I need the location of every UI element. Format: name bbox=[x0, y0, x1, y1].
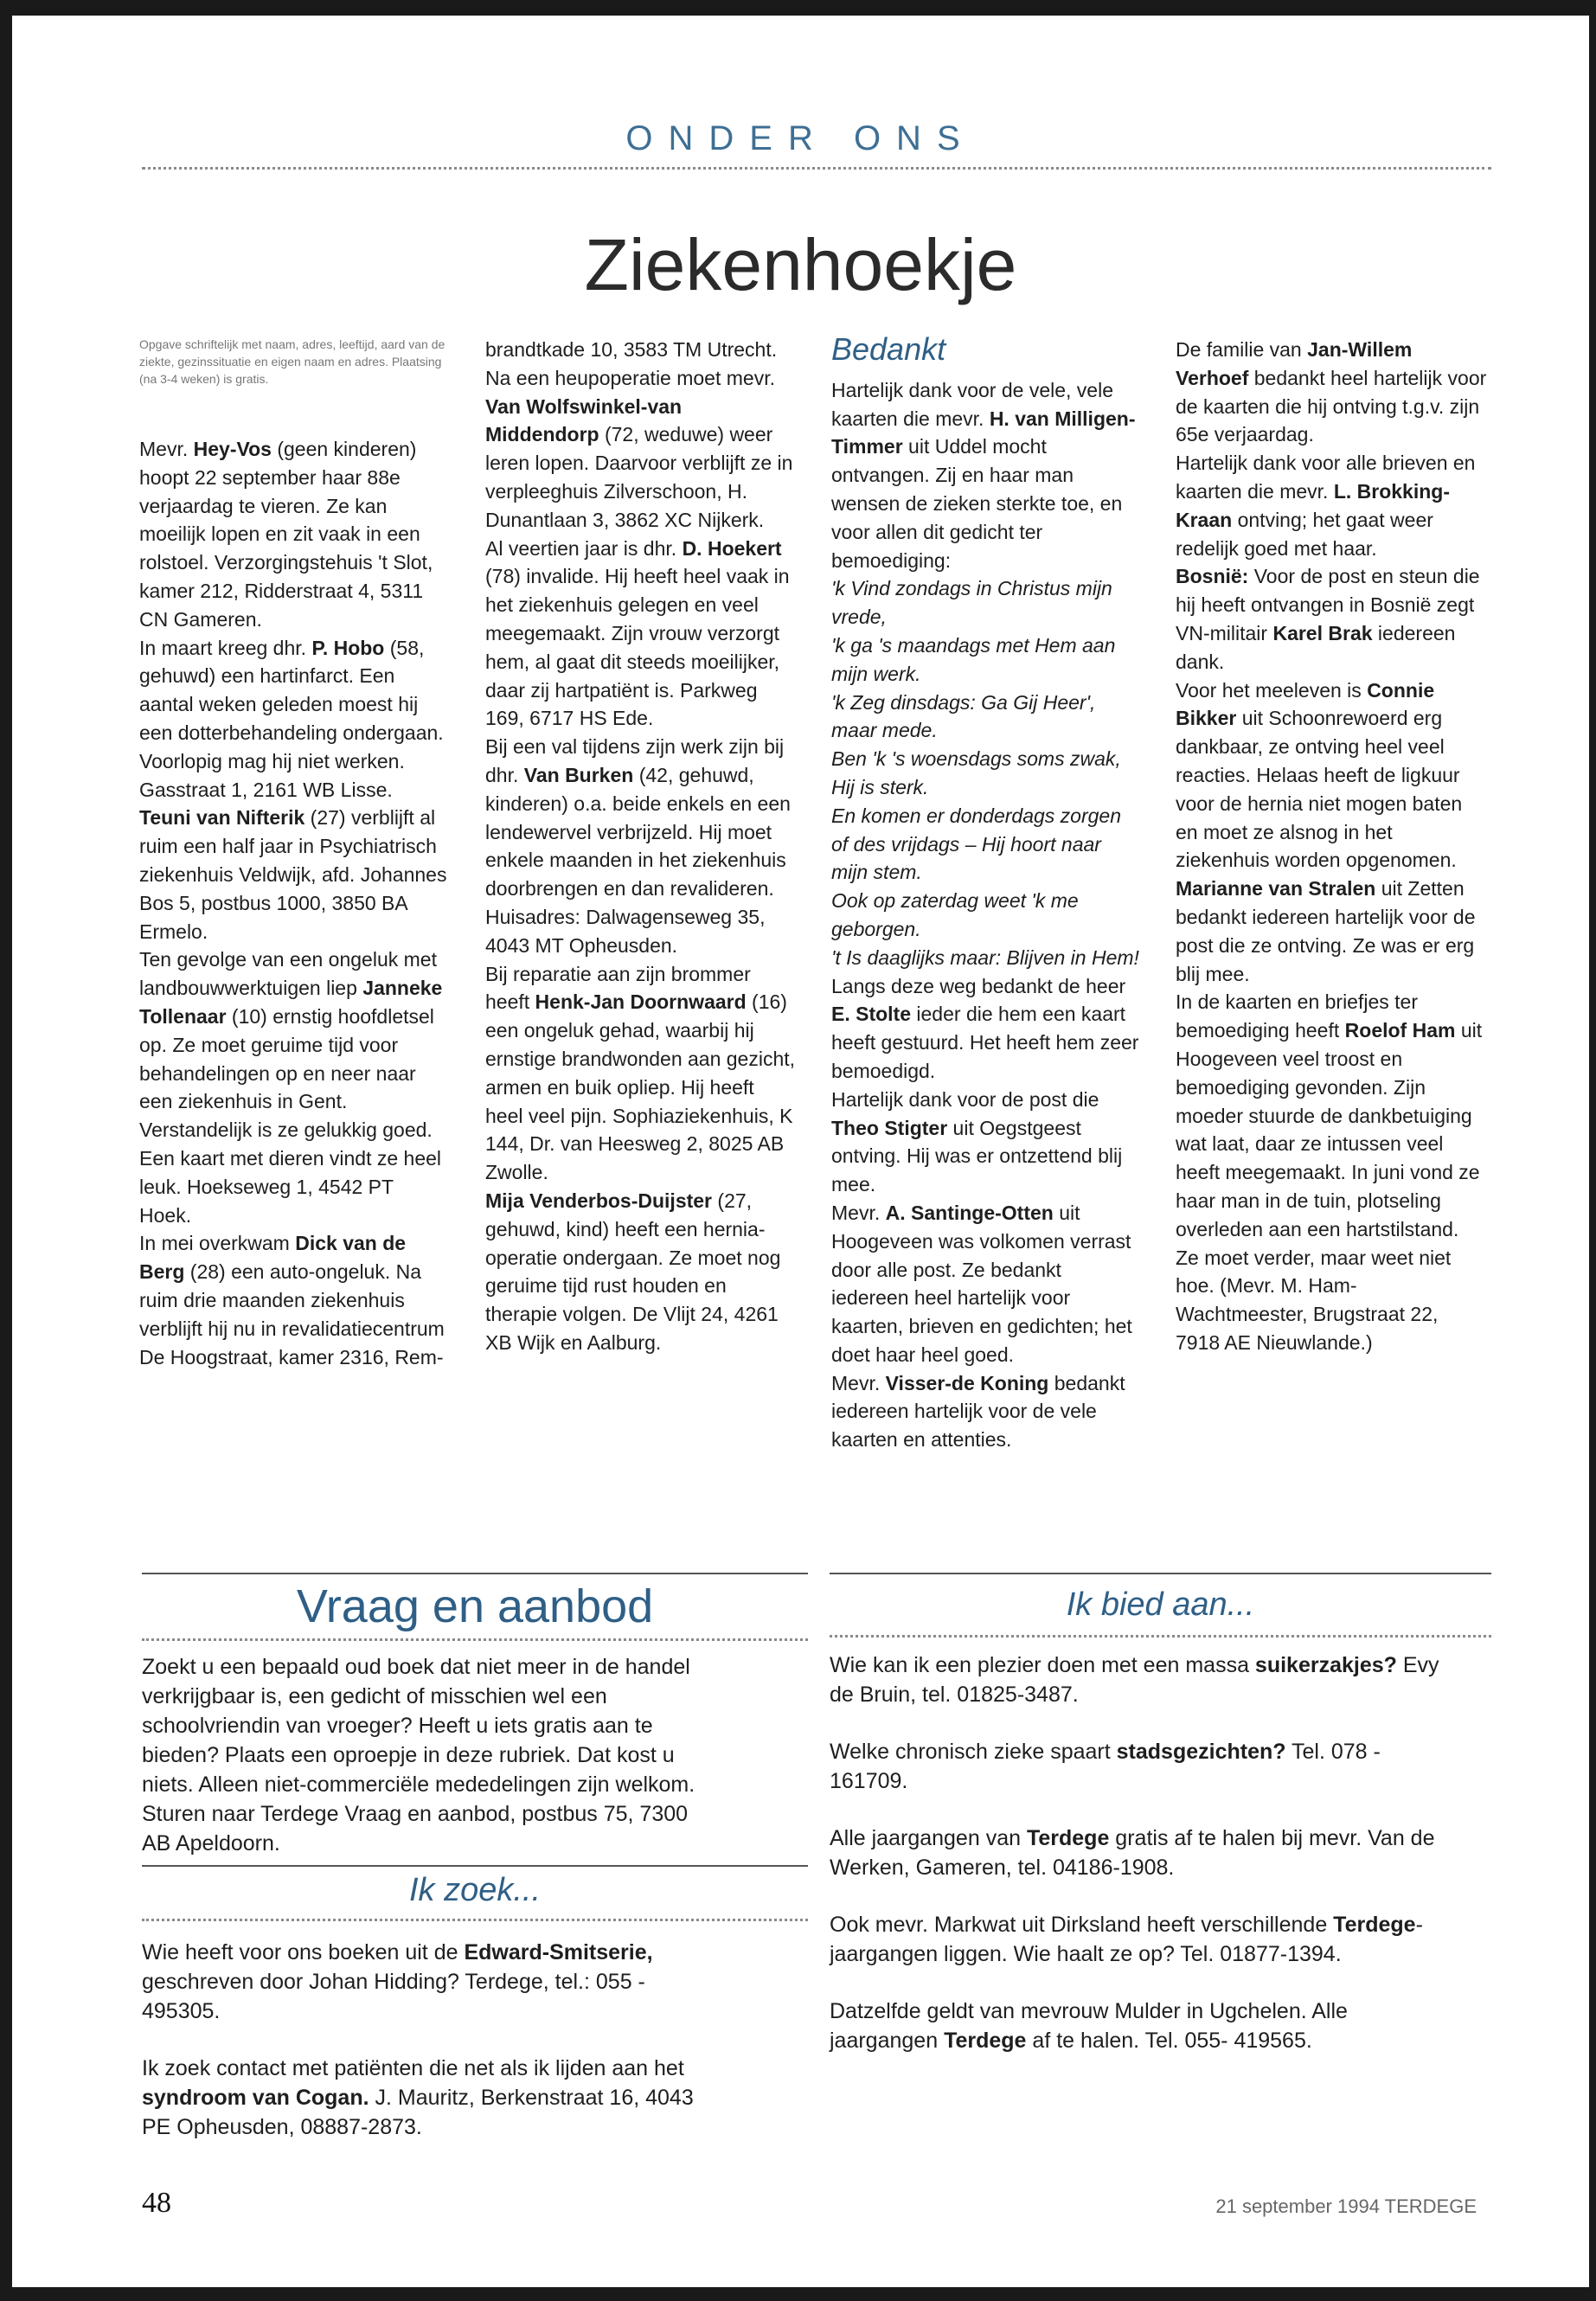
vraag-en-aanbod-heading: Vraag en aanbod bbox=[296, 1580, 654, 1632]
page-number: 48 bbox=[142, 2187, 171, 2219]
thanks-verhoef: De familie van Jan-Willem Verhoef bedankt heel hartelijk voor de kaarten die hij ontving t.g.v. zijn 65e verjaardag. bbox=[1176, 338, 1487, 446]
notice-hoekert: Al veertien jaar is dhr. D. Hoekert (78) invalide. Hij heeft heel vaak in het ziekenhuis gelegen en veel meegemaakt. Zijn vrouw verzorgt hem, al gaat dit steeds moeilijker, daar zij hartpatiënt is. Parkweg 169, 6717 HS Ede. bbox=[485, 536, 790, 730]
poem-line: Ook op zaterdag weet 'k me geborgen. bbox=[831, 889, 1079, 940]
ik-zoek-heading: Ik zoek... bbox=[408, 1872, 542, 1908]
thanks-stolte: Langs deze weg bedankt de heer E. Stolte ieder die hem een kaart heeft gestuurd. Het heeft hem zeer bemoedigd. bbox=[831, 974, 1139, 1082]
section-divider-left bbox=[142, 1573, 808, 1574]
poem-line: En komen er donderdags zorgen bbox=[831, 804, 1121, 827]
heading-underline-left bbox=[142, 1638, 808, 1641]
thanks-bikker: Voor het meeleven is Connie Bikker uit Schoonrewoerd erg dankbaar, ze ontving heel veel reacties. Helaas heeft de ligkuur voor de hernia niet mogen baten en moet ze alsnog in het ziekenhuis worden opgenomen. bbox=[1176, 678, 1463, 872]
ik-zoek-list bbox=[142, 1938, 713, 2170]
thanks-brokking-kraan: Hartelijk dank voor alle brieven en kaarten die mevr. L. Brokking-Kraan ontving; het gaat weer redelijk goed met haar. bbox=[1176, 452, 1476, 560]
poem-line: 't Is daaglijks maar: Blijven in Hem! bbox=[831, 945, 1139, 969]
ik-zoek-underline bbox=[142, 1919, 808, 1921]
thanks-brak: Bosnië: Voor de post en steun die hij heeft ontvangen in Bosnië zegt VN-militair Karel Brak iedereen dank. bbox=[1176, 565, 1480, 673]
poem-line: 'k ga 's maandags met Hem aan mijn werk. bbox=[831, 633, 1116, 685]
poem-line: 'k Zeg dinsdags: Ga Gij Heer', maar mede. bbox=[831, 690, 1096, 742]
offer-item: Datzelfde geldt van mevrouw Mulder in Ugchelen. Alle jaargangen Terdege af te halen. Tel. 055- 419565. bbox=[830, 1999, 1348, 2053]
notice-hobo: In maart kreeg dhr. P. Hobo (58, gehuwd) een hartinfarct. Een aantal weken geleden moest hij een dotterbehandeling ondergaan. Voorlopig mag hij niet werken. Gasstraat 1, 2161 WB Lisse. bbox=[139, 636, 444, 801]
magazine-page bbox=[12, 16, 1589, 2287]
section-divider-right bbox=[830, 1573, 1491, 1574]
thanks-stigter: Hartelijk dank voor de post die Theo Stigter uit Oegstgeest ontving. Hij was er ontzettend blij mee. bbox=[831, 1087, 1123, 1196]
column-1 bbox=[139, 336, 451, 1371]
submission-instructions: Opgave schriftelijk met naam, adres, leeftijd, aard van de ziekte, gezinssituatie en eigen naam en adres. Plaatsing (na 3-4 weken) is gratis. bbox=[139, 337, 445, 386]
offer-item: Alle jaargangen van Terdege gratis af te halen bij mevr. Van de Werken, Gameren, tel. 04186-1908. bbox=[830, 1826, 1435, 1880]
offer-item: Wie kan ik een plezier doen met een massa suikerzakjes? Evy de Bruin, tel. 01825-3487. bbox=[830, 1653, 1439, 1707]
issue-footer: 21 september 1994 TERDEGE bbox=[1215, 2195, 1477, 2217]
thanks-santinge-otten: Mevr. A. Santinge-Otten uit Hoogeveen was volkomen verrast door alle post. Ze bedankt iedereen heel hartelijk voor kaarten, brieven en gedichten; het doet haar heel goed. bbox=[831, 1201, 1132, 1366]
poem-line: of des vrijdags – Hij hoort naar mijn stem. bbox=[831, 832, 1101, 884]
poem bbox=[831, 574, 1143, 971]
top-divider bbox=[142, 167, 1491, 170]
notice-van-nifterik: Teuni van Nifterik (27) verblijft al ruim een half jaar in Psychiatrisch ziekenhuis Veldwijk, afd. Johannes Bos 5, postbus 1000, 3850 BA Ermelo. bbox=[139, 806, 447, 943]
poem-line: Ben 'k 's woensdags soms zwak, Hij is sterk. bbox=[831, 747, 1121, 798]
notice-doornwaard: Bij reparatie aan zijn brommer heeft Henk-Jan Doornwaard (16) een ongeluk gehad, waarbij hij ernstige brandwonden aan gezicht, armen en buik opliep. Hij heeft heel veel pijn. Sophiaziekenhuis, K 144, Dr. van Heesweg 2, 8025 AB Zwolle. bbox=[485, 962, 796, 1184]
thanks-van-milligen: Hartelijk dank voor de vele, vele kaarten die mevr. H. van Milligen-Timmer uit Uddel mocht ontvangen. Zij en haar man wensen de zieken sterkte toe, en voor allen dit gedicht ter bemoediging: bbox=[831, 378, 1136, 572]
ik-bied-aan-heading: Ik bied aan... bbox=[1066, 1586, 1255, 1623]
ik-zoek-topline bbox=[142, 1865, 808, 1867]
thanks-visser-de-koning: Mevr. Visser-de Koning bedankt iedereen hartelijk voor de vele kaarten en attenties. bbox=[831, 1371, 1125, 1452]
notice-venderbos: Mija Venderbos-Duijster (27, gehuwd, kind) heeft een hernia-operatie ondergaan. Ze moet nog geruime tijd rust houden en therapie volgen. De Vlijt 24, 4261 XB Wijk en Aalburg. bbox=[485, 1189, 781, 1354]
column-4 bbox=[1176, 336, 1487, 1357]
notice-continuation: brandtkade 10, 3583 TM Utrecht. bbox=[485, 338, 778, 361]
wanted-item: Ik zoek contact met patiënten die net als ik lijden aan het syndroom van Cogan. J. Mauritz, Berkenstraat 16, 4043 PE Opheusden, 08887-2873. bbox=[142, 2056, 694, 2139]
column-3 bbox=[831, 331, 1143, 1454]
offer-item: Welke chronisch zieke spaart stadsgezichten? Tel. 078 - 161709. bbox=[830, 1740, 1381, 1793]
thanks-ham: In de kaarten en briefjes ter bemoediging heeft Roelof Ham uit Hoogeveen veel troost en bemoediging gevonden. Zijn moeder stuurde de dankbetuiging wat laat, daar ze intussen veel heeft meegemaakt. In juni vond ze haar man in de tuin, plotseling overleden aan een hartstilstand. Ze moet verder, maar weet niet hoe. (Mevr. M. Ham-Wachtmeester, Brugstraat 22, 7918 AE Nieuwlande.) bbox=[1176, 990, 1483, 1354]
notice-van-de-berg: In mei overkwam Dick van de Berg (28) een auto-ongeluk. Na ruim drie maanden ziekenhuis verblijft hij nu in revalidatiecentrum De Hoogstraat, kamer 2316, Rem- bbox=[139, 1232, 445, 1368]
heading-underline-right bbox=[830, 1635, 1491, 1638]
thanks-van-stralen: Marianne van Stralen uit Zetten bedankt iedereen hartelijk voor de post die ze ontving. Ze was er erg blij mee. bbox=[1176, 877, 1476, 985]
offer-item: Ook mevr. Markwat uit Dirksland heeft verschillende Terdege-jaargangen liggen. Wie haalt ze op? Tel. 01877-1394. bbox=[830, 1913, 1423, 1966]
wanted-item: Wie heeft voor ons boeken uit de Edward-Smitserie, geschreven door Johan Hidding? Terdege, tel.: 055 - 495305. bbox=[142, 1940, 653, 2023]
notice-tollenaar: Ten gevolge van een ongeluk met landbouwwerktuigen liep Janneke Tollenaar (10) ernstig hoofdletsel op. Ze moet geruime tijd voor behandelingen op en neer naar een ziekenhuis in Gent. Verstandelijk is ze gelukkig goed. Een kaart met dieren vindt ze heel leuk. Hoekseweg 1, 4542 PT Hoek. bbox=[139, 948, 443, 1227]
ik-bied-aan-list bbox=[830, 1650, 1452, 2083]
section-kicker: ONDER ONS bbox=[625, 119, 976, 157]
column-2 bbox=[485, 336, 797, 1357]
poem-line: 'k Vind zondags in Christus mijn vrede, bbox=[831, 577, 1112, 629]
notice-van-burken: Bij een val tijdens zijn werk zijn bij dhr. Van Burken (42, gehuwd, kinderen) o.a. beide enkels en een lendewervel verbrijzeld. Hij moet enkele maanden in het ziekenhuis doorbrengen en dan revalideren. Huisadres: Dalwagenseweg 35, 4043 MT Opheusden. bbox=[485, 735, 791, 957]
bedankt-heading: Bedankt bbox=[831, 331, 946, 367]
page-title: Ziekenhoekje bbox=[584, 224, 1017, 305]
notice-hey-vos: Mevr. Hey-Vos (geen kinderen) hoopt 22 september haar 88e verjaardag te vieren. Ze kan moeilijk lopen en zit vaak in een rolstoel. Verzorgingstehuis 't Slot, kamer 212, Ridderstraat 4, 5311 CN Gameren. bbox=[139, 438, 433, 631]
notice-van-wolfswinkel: Na een heupoperatie moet mevr. Van Wolfswinkel-van Middendorp (72, weduwe) weer leren lopen. Daarvoor verblijft ze in verpleeghuis Zilverschoon, H. Dunantlaan 3, 3862 XC Nijkerk. bbox=[485, 366, 793, 531]
vraag-en-aanbod-intro: Zoekt u een bepaald oud boek dat niet meer in de handel verkrijgbaar is, een gedicht of misschien wel een schoolvriendin van vroeger? Heeft u iets gratis aan te bieden? Plaats een oproepje in deze rubriek. Dat kost u niets. Alleen niet-commerciële mededelingen zijn welkom. Sturen naar Terdege Vraag en aanbod, postbus 75, 7300 AB Apeldoorn. bbox=[142, 1655, 695, 1856]
